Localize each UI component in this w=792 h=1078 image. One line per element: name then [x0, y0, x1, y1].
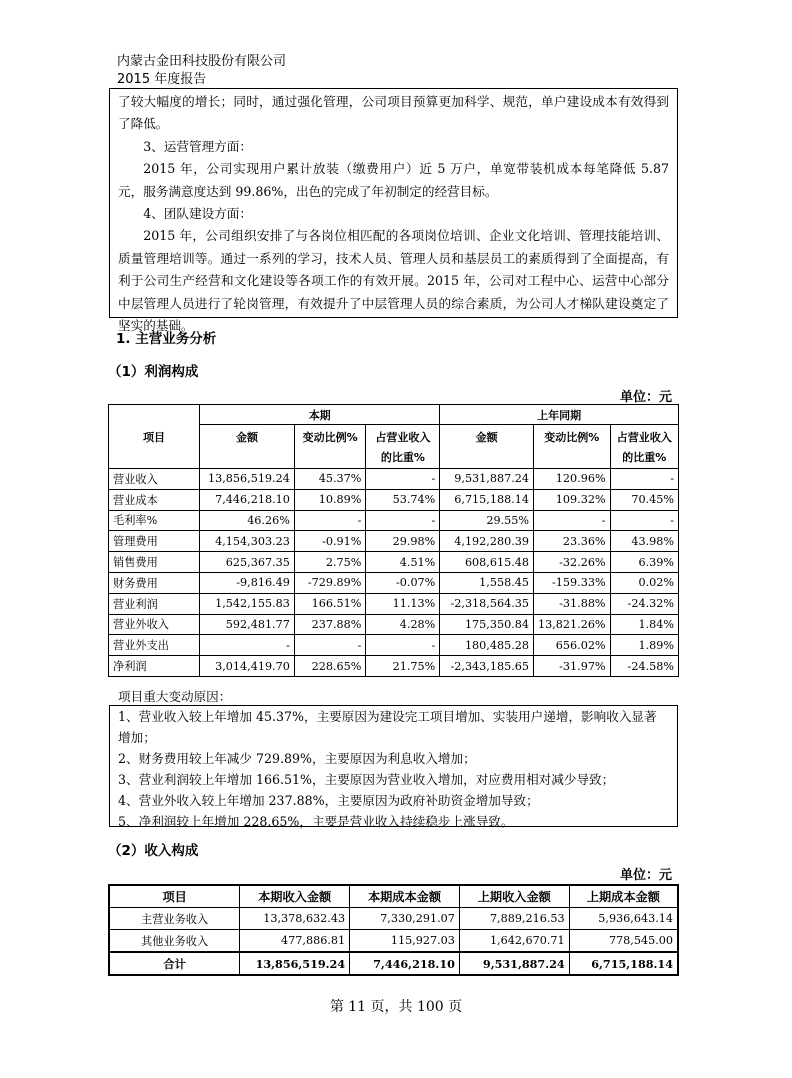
cell-value: 10.89%	[294, 489, 366, 510]
report-title: 2015 年度报告	[117, 72, 207, 87]
income-table	[108, 884, 679, 976]
cell-value: 9,531,887.24	[440, 469, 534, 490]
row-label: 管理费用	[109, 531, 200, 552]
cell-value: -32.26%	[534, 552, 611, 573]
cell-value: 115,927.03	[350, 930, 460, 953]
cell-value: 13,856,519.24	[240, 952, 350, 975]
intro-paragraph-3: 2015 年，公司实现用户累计放装（缴费用户）近 5 万户，单宽带装机成本每笔降低 5.87 元，服务满意度达到 99.86%，出色的完成了年初制定的经营目标。	[118, 161, 669, 199]
cell-value: 0.02%	[610, 572, 678, 593]
unit-label-income: 单位：元	[619, 868, 672, 883]
header-amount: 金额	[200, 425, 295, 469]
section-title-profit: （1）利润构成	[108, 364, 199, 380]
intro-paragraph-4: 2015 年，公司组织安排了与各岗位相匹配的各项岗位培训、企业文化培训、管理技能培训、质量管理培训等。通过一系列的学习，技术人员、管理人员和基层员工的素质得到了全面提高，有利于公司生产经营和文化建设等各项工作的有效开展。2015 年，公司对工程中心、运营中心部分中层管理人员进行了轮岗管理，有效提升了中层管理人员的综合素质，为公司人才梯队建设奠定了坚实的基础。	[118, 228, 669, 334]
profit-table	[108, 404, 679, 677]
heading-team: 4、团队建设方面：	[143, 206, 252, 222]
table-row	[109, 656, 679, 677]
table-row	[109, 930, 678, 953]
heading-operations: 3、运营管理方面：	[143, 138, 252, 154]
reason-item: 3、营业利润较上年增加 166.51%，主要原因为营业收入增加，对应费用相对减少导致；	[118, 772, 615, 787]
table-row	[109, 469, 679, 490]
cell-value: 7,889,216.53	[459, 908, 569, 930]
cell-value: 13,821.26%	[534, 614, 611, 635]
cell-value: 45.37%	[294, 469, 366, 490]
row-label: 营业收入	[109, 469, 200, 490]
cell-value: 2.75%	[294, 552, 366, 573]
section-title-income: （2）收入构成	[108, 843, 199, 859]
cell-value: -	[366, 510, 440, 531]
cell-value: -0.91%	[294, 531, 366, 552]
cell-value: 29.55%	[440, 510, 534, 531]
header-current-period: 本期	[200, 405, 440, 425]
cell-value: 625,367.35	[200, 552, 295, 573]
cell-value: 120.96%	[534, 469, 611, 490]
unit-label-profit: 单位：元	[619, 390, 672, 405]
cell-value: 228.65%	[294, 656, 366, 677]
cell-value: -9,816.49	[200, 572, 295, 593]
cell-value: 13,856,519.24	[200, 469, 295, 490]
cell-value: -	[610, 510, 678, 531]
cell-value: 70.45%	[610, 489, 678, 510]
cell-value: 656.02%	[534, 635, 611, 656]
cell-value: -	[366, 635, 440, 656]
cell-value: 778,545.00	[569, 930, 678, 953]
intro-text-box	[109, 88, 678, 334]
cell-value: 175,350.84	[440, 614, 534, 635]
cell-value: -24.58%	[610, 656, 678, 677]
header-item: 项目	[109, 885, 240, 908]
row-label: 营业利润	[109, 593, 200, 614]
cell-value: 13,378,632.43	[240, 908, 350, 930]
header-item: 项目	[109, 405, 200, 469]
cell-value: 29.98%	[366, 531, 440, 552]
table-row	[109, 614, 679, 635]
cell-value: 9,531,887.24	[459, 952, 569, 975]
cell-value: 477,886.81	[240, 930, 350, 953]
header-prior-period: 上年同期	[440, 405, 679, 425]
cell-value: 6,715,188.14	[569, 952, 678, 975]
cell-value: 5,936,643.14	[569, 908, 678, 930]
cell-value: -	[610, 469, 678, 490]
table-row	[109, 908, 678, 930]
cell-value: 1.84%	[610, 614, 678, 635]
cell-value: 1.89%	[610, 635, 678, 656]
cell-value: -0.07%	[366, 572, 440, 593]
cell-value: 180,485.28	[440, 635, 534, 656]
row-label: 毛利率%	[109, 510, 200, 531]
table-row	[109, 593, 679, 614]
row-label: 营业外收入	[109, 614, 200, 635]
cell-value: -	[534, 510, 611, 531]
cell-value: 4,154,303.23	[200, 531, 295, 552]
table-row	[109, 531, 679, 552]
row-label: 营业外支出	[109, 635, 200, 656]
cell-value: 7,446,218.10	[350, 952, 460, 975]
table-row	[109, 635, 679, 656]
cell-value: 23.36%	[534, 531, 611, 552]
cell-value: 1,558.45	[440, 572, 534, 593]
cell-value: -	[366, 469, 440, 490]
reason-item: 4、营业外收入较上年增加 237.88%，主要原因为政府补助资金增加导致；	[118, 793, 539, 808]
cell-value: -24.32%	[610, 593, 678, 614]
cell-value: 3,014,419.70	[200, 656, 295, 677]
cell-value: -729.89%	[294, 572, 366, 593]
header-current-revenue: 本期收入金额	[240, 885, 350, 908]
section-title-main-business: 1. 主营业务分析	[116, 331, 217, 347]
table-row	[109, 572, 679, 593]
cell-value: -159.33%	[534, 572, 611, 593]
header-change: 变动比例%	[534, 425, 611, 469]
header-ratio: 占营业收入的比重%	[366, 425, 440, 469]
cell-value: 6.39%	[610, 552, 678, 573]
row-label: 销售费用	[109, 552, 200, 573]
cell-value: -	[294, 510, 366, 531]
table-row	[109, 552, 679, 573]
cell-value: 608,615.48	[440, 552, 534, 573]
cell-value: 1,642,670.71	[459, 930, 569, 953]
header-amount: 金额	[440, 425, 534, 469]
row-label: 其他业务收入	[109, 930, 240, 953]
company-name: 内蒙古金田科技股份有限公司	[117, 54, 287, 69]
cell-value: 592,481.77	[200, 614, 295, 635]
cell-value: 109.32%	[534, 489, 611, 510]
cell-value: -31.97%	[534, 656, 611, 677]
row-label: 营业成本	[109, 489, 200, 510]
header-current-cost: 本期成本金额	[350, 885, 460, 908]
reasons-title: 项目重大变动原因：	[118, 689, 232, 704]
cell-value: 4.28%	[366, 614, 440, 635]
row-label: 合计	[109, 952, 240, 975]
table-row	[109, 510, 679, 531]
cell-value: 46.26%	[200, 510, 295, 531]
cell-value: -2,318,564.35	[440, 593, 534, 614]
cell-value: 4,192,280.39	[440, 531, 534, 552]
cell-value: -	[200, 635, 295, 656]
reason-item: 5、净利润较上年增加 228.65%，主要是营业收入持续稳步上涨导致。	[118, 814, 514, 829]
table-total-row	[109, 952, 678, 975]
row-label: 财务费用	[109, 572, 200, 593]
header-prior-revenue: 上期收入金额	[459, 885, 569, 908]
cell-value: 43.98%	[610, 531, 678, 552]
cell-value: 21.75%	[366, 656, 440, 677]
reason-item: 2、财务费用较上年减少 729.89%，主要原因为利息收入增加；	[118, 751, 476, 766]
cell-value: 4.51%	[366, 552, 440, 573]
reason-item: 1、营业收入较上年增加 45.37%，主要原因为建设完工项目增加、实装用户递增，影响收入显著增加；	[118, 709, 657, 745]
cell-value: 6,715,188.14	[440, 489, 534, 510]
intro-paragraph-1: 了较大幅度的增长；同时，通过强化管理，公司项目预算更加科学、规范，单户建设成本有效得到了降低。	[118, 94, 669, 132]
cell-value: 1,542,155.83	[200, 593, 295, 614]
cell-value: 7,330,291.07	[350, 908, 460, 930]
cell-value: 11.13%	[366, 593, 440, 614]
reasons-box	[109, 705, 678, 827]
cell-value: -2,343,185.65	[440, 656, 534, 677]
header-change: 变动比例%	[294, 425, 366, 469]
header-ratio: 占营业收入的比重%	[610, 425, 678, 469]
cell-value: -	[294, 635, 366, 656]
row-label: 主营业务收入	[109, 908, 240, 930]
cell-value: 237.88%	[294, 614, 366, 635]
cell-value: -31.88%	[534, 593, 611, 614]
row-label: 净利润	[109, 656, 200, 677]
table-row	[109, 489, 679, 510]
cell-value: 166.51%	[294, 593, 366, 614]
page-footer: 第 11 页，共 100 页	[329, 999, 463, 1015]
cell-value: 53.74%	[366, 489, 440, 510]
cell-value: 7,446,218.10	[200, 489, 295, 510]
header-prior-cost: 上期成本金额	[569, 885, 678, 908]
